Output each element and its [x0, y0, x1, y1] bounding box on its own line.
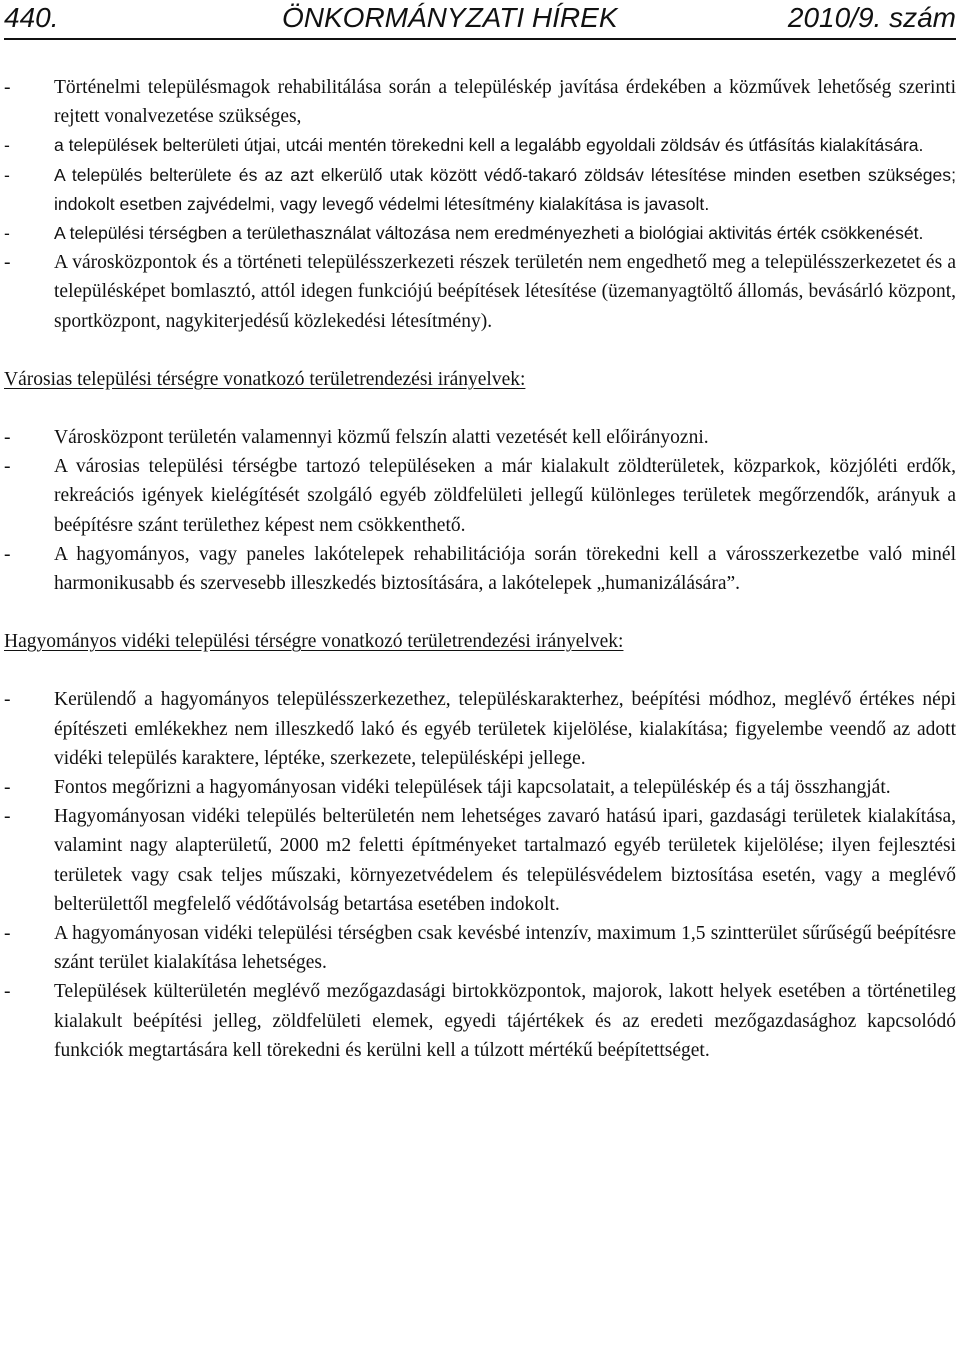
page-number: 440. — [4, 2, 59, 33]
list-item: - A hagyományosan vidéki települési térségben csak kevésbé intenzív, maximum 1,5 szintterület sűrűségű beépítésre szánt terület kialakítása lehetséges. — [4, 919, 956, 977]
urban-section-heading: Városias települési térségre vonatkozó területrendezési irányelvek: — [4, 368, 526, 390]
list-item: - A település belterülete és az azt elkerülő utak között védő-takaró zöldsáv létesítése minden esetben szükséges; indokolt esetben zajvédelmi, vagy levegő védelmi létesítmény kialakítása is javasolt. — [4, 161, 956, 219]
list-item: - A hagyományos, vagy paneles lakótelepek rehabilitációja során törekedni kell a városszerkezetbe való minél harmonikusabb és szervesebb illeszkedés biztosítására, a lakótelepek „humanizálására”. — [4, 540, 956, 598]
urban-guidelines-list — [4, 423, 956, 598]
rural-guidelines-list — [4, 685, 956, 1065]
list-item: - A települési térségben a területhasználat változása nem eredményezheti a biológiai aktivitás érték csökkenését. — [4, 219, 956, 248]
list-item: - Kerülendő a hagyományos településszerkezethez, településkarakterhez, beépítési módhoz, meglévő értékes népi építészeti emlékekhez nem illeszkedő lakó és egyéb területek kijelölése, kialakítása; figyelembe veendő az adott vidéki település karaktere, léptéke, szerkezete, településképi jellege. — [4, 685, 956, 773]
list-item: - Települések külterületén meglévő mezőgazdasági birtokközpontok, majorok, lakott helyek esetében a történetileg kialakult beépítési jelleg, zöldfelületi elemek, egyedi tájértékek és az eredeti mezőgazdasághoz kapcsolódó funkciók megtartására kell törekedni és kerülni kell a túlzott mértékű beépítettséget. — [4, 977, 956, 1065]
page-header — [4, 0, 956, 40]
list-item: - Történelmi településmagok rehabilitálása során a településkép javítása érdekében a közművek lehetőség szerinti rejtett vonalvezetése szükséges, — [4, 73, 956, 131]
document-page — [4, 0, 956, 1065]
list-item: - a települések belterületi útjai, utcái mentén törekedni kell a legalább egyoldali zöldsáv és útfásítás kialakítására. — [4, 131, 956, 160]
rural-section-heading: Hagyományos vidéki települési térségre vonatkozó területrendezési irányelvek: — [4, 631, 624, 653]
list-item: - Hagyományosan vidéki település belterületén nem lehetséges zavaró hatású ipari, gazdasági területek kialakítása, valamint nagy alapterületű, 2000 m2 feletti építményeket tartalmazó egyéb területek kijelölése; ilyen fejlesztési területek vagy csak teljes műszaki, környezetvédelem és településvédelem biztosítása esetén, vagy a meglévő belterülettől megfelelő védőtávolság betartása esetében indokolt. — [4, 802, 956, 919]
list-item: - Fontos megőrizni a hagyományosan vidéki települések táji kapcsolatait, a településkép és a táj összhangját. — [4, 773, 956, 802]
page-content — [4, 73, 956, 1065]
intro-list — [4, 73, 956, 336]
list-item: - Városközpont területén valamennyi közmű felszín alatti vezetését kell előirányozni. — [4, 423, 956, 452]
list-item: - A városközpontok és a történeti településszerkezeti részek területén nem engedhető meg a településszerkezetet és a településképet bomlasztó, attól idegen funkciójú beépítések létesítése (üzemanyagtöltő állomás, bevásárló központ, sportközpont, nagykiterjedésű közlekedési létesítmény). — [4, 248, 956, 336]
publication-title: ÖNKORMÁNYZATI HÍREK — [282, 2, 618, 33]
list-item: - A városias települési térségbe tartozó településeken a már kialakult zöldterületek, közparkok, közjóléti erdők, rekreációs igények kielégítését szolgáló egyéb zöldfelületi jellegű különleges területek megőrzendők, arányuk a beépítésre szánt területhez képest nem csökkenthető. — [4, 452, 956, 540]
issue-label: 2010/9. szám — [787, 2, 956, 33]
